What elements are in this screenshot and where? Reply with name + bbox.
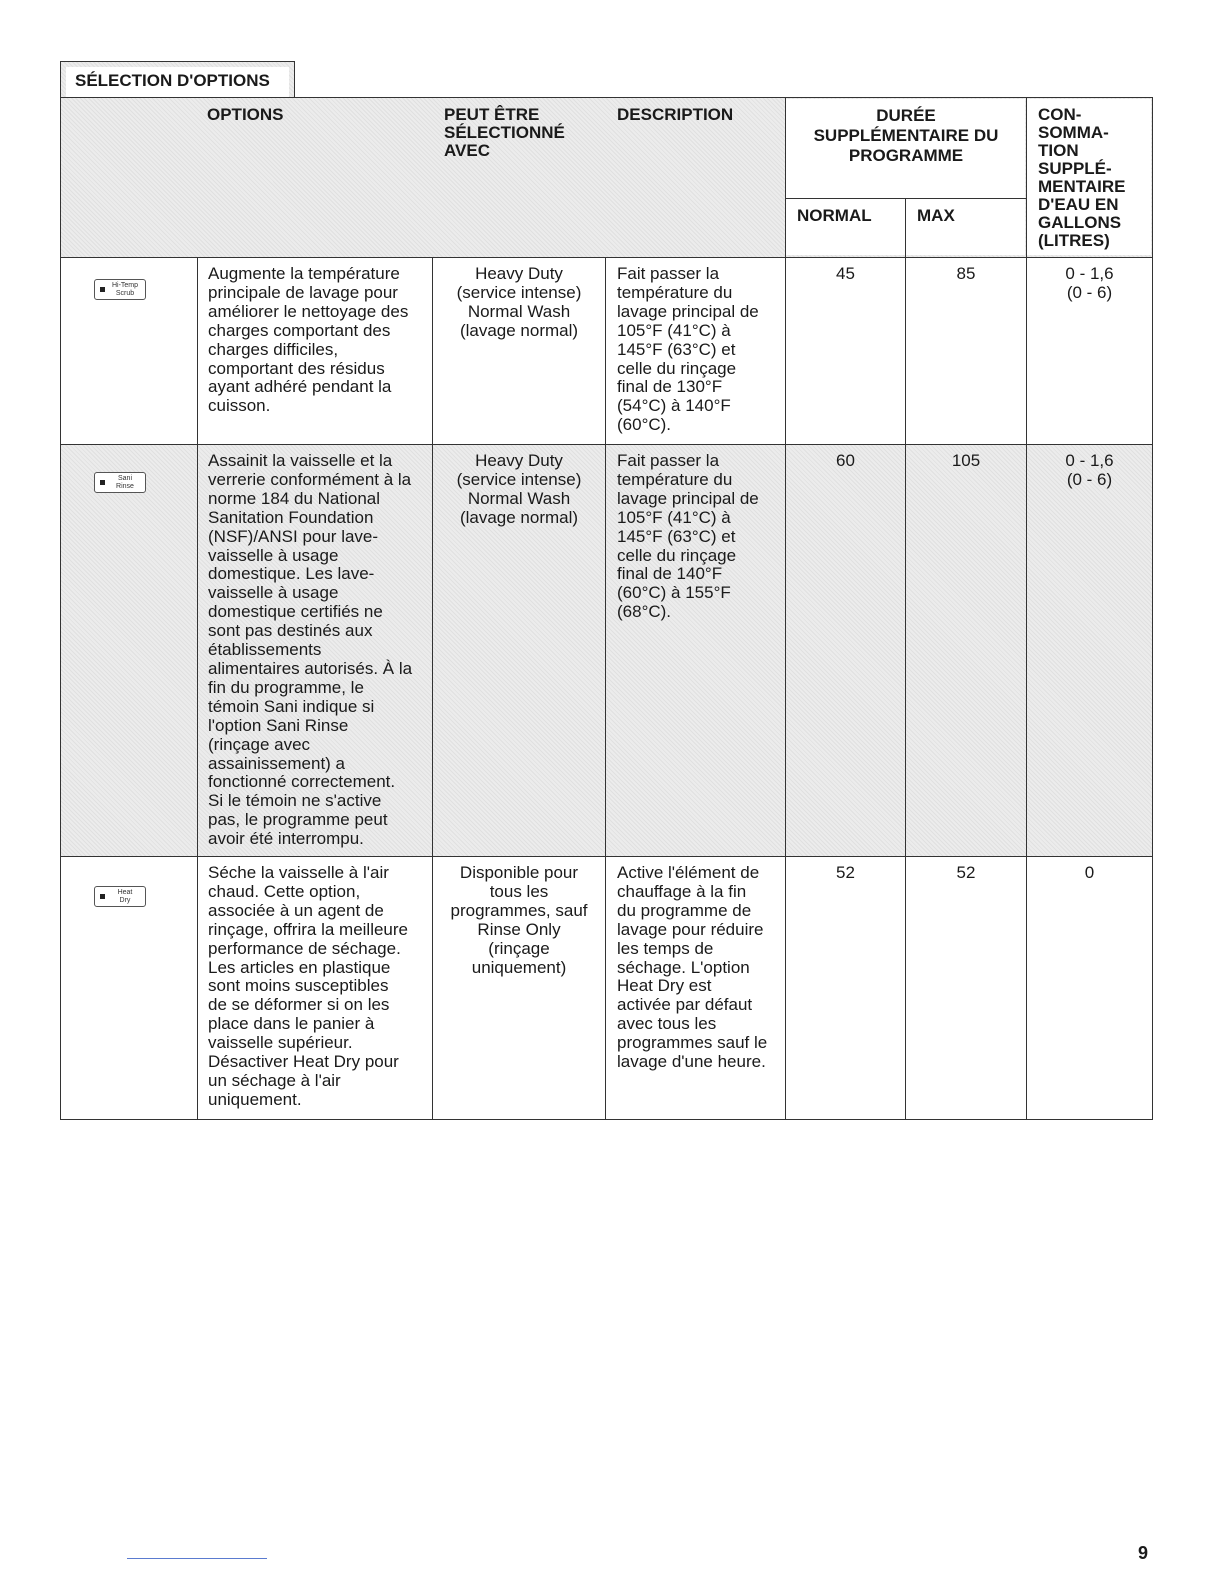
- table-left-border: [60, 97, 61, 1120]
- header-duration: DURÉE SUPPLÉMENTAIRE DU PROGRAMME: [813, 106, 999, 165]
- row-2-bottom-border: [60, 856, 1153, 857]
- header-water: CON- SOMMA- TION SUPPLÉ- MENTAIRE D'EAU EN GALLONS (LITRES): [1038, 105, 1126, 250]
- heat-dry-icon: Heat Dry: [94, 886, 146, 907]
- row-3-water: 0: [1084, 863, 1095, 882]
- header-bottom-border: [60, 257, 1153, 258]
- col-divider-option: [197, 257, 198, 1120]
- header-description: DESCRIPTION: [617, 105, 734, 124]
- section-title: SÉLECTION D'OPTIONS: [66, 67, 289, 98]
- options-table: [60, 97, 1153, 1120]
- table-right-border: [1152, 97, 1153, 1120]
- row-1-option-text: Augmente la température principale de lavage pour améliorer le nettoyage des charges comportant des charges difficiles, comportant des résidus ayant adhéré pendant la cuisson.: [208, 264, 409, 416]
- row-1-max: 85: [956, 264, 976, 283]
- row-1-bottom-border: [60, 444, 1153, 445]
- row-1-normal: 45: [836, 264, 855, 283]
- row-3-selectable-text: Disponible pour tous les programmes, sauf Rinse Only (rinçage uniquement): [450, 863, 588, 977]
- row-2-description-text: Fait passer la température du lavage principal de 105°F (41°C) à 145°F (63°C) et celle du rinçage final de 140°F (60°C) à 155°F (68°C).: [617, 451, 759, 622]
- row-3-description-text: Active l'élément de chauffage à la fin du programme de lavage pour réduire les temps de séchage. L'option Heat Dry est activée par défaut avec tous les programmes sauf le lavage d'une heure.: [617, 863, 768, 1072]
- page-number: 9: [1138, 1543, 1149, 1563]
- hi-temp-scrub-icon: Hi-Temp Scrub: [94, 279, 146, 300]
- header-max: MAX: [917, 206, 955, 225]
- section-tab: [60, 61, 295, 98]
- sani-rinse-icon: Sani Rinse: [94, 472, 146, 493]
- row-2-water: 0 - 1,6 (0 - 6): [1065, 451, 1114, 489]
- col-divider-description: [605, 257, 606, 1120]
- header-selectable-with: PEUT ÊTRE SÉLECTIONNÉ AVEC: [444, 105, 565, 160]
- header-normal: NORMAL: [797, 206, 872, 225]
- col-divider-water: [1026, 97, 1027, 1120]
- col-divider-normal-max: [905, 198, 906, 1120]
- col-divider-duration: [785, 97, 786, 1120]
- row-2-option-text: Assainit la vaisselle et la verrerie conformément à la norme 184 du National Sanitation Foundation (NSF)/ANSI pour lave- vaisselle à usage domestique. Les lave- vaisselle à usage domestique certifiés ne sont pas destinés aux établissements alimentaires autorisés. À la fin du programme, le témoin Sani indique si l'option Sani Rinse (rinçage avec assainissement) a fonctionné correctement. Si le témoin ne s'active pas, le programme peut avoir été interrompu.: [208, 451, 413, 849]
- row-3-max: 52: [956, 863, 976, 882]
- row-2-max: 105: [951, 451, 981, 470]
- header-options: OPTIONS: [207, 105, 284, 124]
- row-3-option-text: Séche la vaisselle à l'air chaud. Cette option, associée à un agent de rinçage, offrira la meilleure performance de séchage. Les articles en plastique sont moins susceptibles de se déformer si on les place dans le panier à vaisselle supérieur. Désactiver Heat Dry pour un séchage à l'air uniquement.: [208, 863, 408, 1109]
- table-bottom-border: [60, 1119, 1153, 1120]
- footer-rule: [127, 1558, 267, 1559]
- table-top-border: [60, 97, 1153, 98]
- row-2-normal: 60: [836, 451, 855, 470]
- row-1-description-text: Fait passer la température du lavage principal de 105°F (41°C) à 145°F (63°C) et celle du rinçage final de 130°F (54°C) à 140°F (60°C).: [617, 264, 759, 435]
- row-3-normal: 52: [836, 863, 855, 882]
- row-1-selectable-text: Heavy Duty (service intense) Normal Wash (lavage normal): [456, 264, 582, 340]
- row-1-water: 0 - 1,6 (0 - 6): [1065, 264, 1114, 302]
- row-2-selectable-text: Heavy Duty (service intense) Normal Wash (lavage normal): [456, 451, 582, 527]
- col-divider-selectable: [432, 257, 433, 1120]
